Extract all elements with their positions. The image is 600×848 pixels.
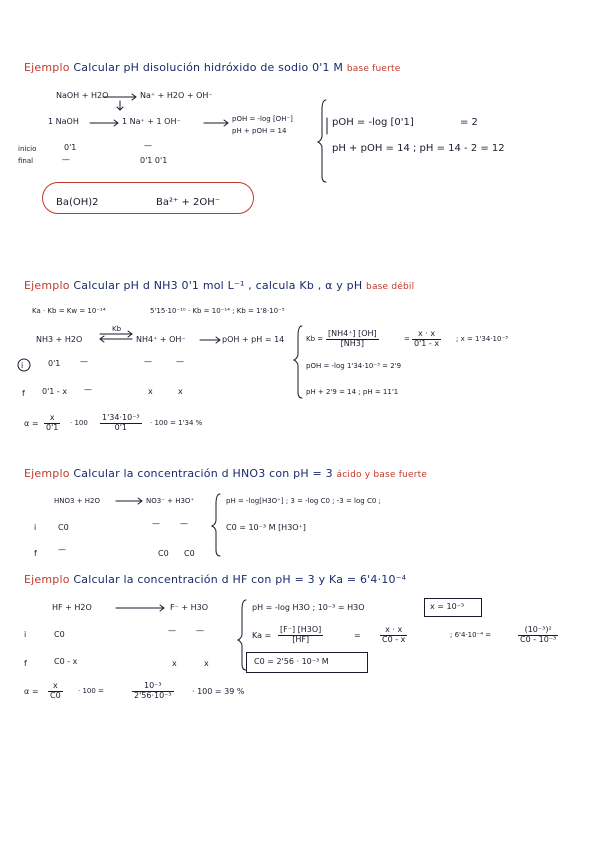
- ex2-row-i-dash-2: —: [144, 357, 152, 366]
- ex4-brace: [238, 600, 246, 670]
- ex3-title-text: Calcular la concentración d HNO3 con pH = 3: [73, 467, 333, 480]
- ex2-row-f-x1: x: [148, 387, 153, 396]
- ex2-alpha-denominator: 0'1: [46, 422, 59, 432]
- ex4-alpha-result: · 100 = 39 %: [192, 687, 245, 696]
- ex2-eq-sum: pOH + pH = 14: [222, 335, 285, 344]
- ex1-ph-sum: pH + pOH = 14: [232, 127, 287, 135]
- ex4-row-f-label: f: [24, 659, 27, 668]
- ex2-arrow-3: [200, 337, 220, 343]
- ex4-arrow: [116, 605, 164, 611]
- ex4-eq-products: F⁻ + H3O: [170, 603, 209, 612]
- ex1-eq1: NaOH + H2O: [56, 91, 109, 100]
- ex2-kb-lhs: Kb =: [306, 335, 324, 343]
- ex4-alpha-times: · 100 =: [78, 687, 104, 695]
- ex2-row-f-value: 0'1 - x: [42, 387, 68, 396]
- ex2-eq-products: NH4⁺ + OH⁻: [136, 335, 186, 344]
- ex1-brace: [318, 100, 326, 182]
- ex2-row-i-dash-3: —: [176, 357, 184, 366]
- ex1-title-note: base fuerte: [346, 64, 401, 74]
- ex1-title-lead: Ejemplo: [24, 61, 70, 74]
- ex1-boxed-products: Ba²⁺ + 2OH⁻: [156, 197, 221, 208]
- ex4-ka-x-numerator: x · x: [380, 626, 407, 636]
- ex2-kb-equals: =: [404, 335, 410, 343]
- ex4-row-i-dash-2: —: [196, 626, 204, 635]
- ex4-ka-substitution: ; 6'4·10⁻⁴ =: [450, 631, 492, 639]
- ex4-alpha-denominator: C0: [50, 690, 61, 700]
- ex3-row-f-dash: —: [58, 545, 66, 554]
- ex4-ka-lhs: Ka =: [252, 631, 272, 640]
- ex1-eq2-products: 1 Na⁺ + 1 OH⁻: [122, 117, 181, 126]
- ex3-row-i-dash-1: —: [152, 519, 160, 528]
- ex2-title-text: Calcular pH d NH3 0'1 mol L⁻¹ , calcula Kb , α y pH: [73, 279, 363, 292]
- ex3-arrow: [116, 498, 142, 504]
- ex2-row-i-circle: [18, 359, 30, 371]
- ex2-x-result: ; x = 1'34·10⁻³: [456, 335, 508, 343]
- ex3-eq-products: NO3⁻ + H3O⁺: [146, 497, 195, 505]
- ex4-alpha-denominator-2: 2'56·10⁻³: [134, 690, 172, 700]
- ex2-eq-arrow-fwd: [100, 331, 132, 337]
- ex3-row-f-c2: C0: [184, 549, 195, 558]
- ex4-row-i-label: i: [24, 630, 27, 639]
- ex1-row-final-dash: —: [62, 155, 70, 164]
- ex2-title-lead: Ejemplo: [24, 279, 70, 292]
- ex2-kb-x-numerator: x · x: [412, 330, 441, 340]
- ex3-eq-reactants: HNO3 + H2O: [54, 497, 101, 505]
- ex2-kb-calc: 5'15·10⁻¹⁰ · Kb = 10⁻¹⁴ ; Kb = 1'8·10⁻⁵: [150, 307, 285, 315]
- ex4-row-f-x1: x: [172, 659, 177, 668]
- ex1-arrow-2: [90, 120, 118, 126]
- ex4-title-lead: Ejemplo: [24, 573, 70, 586]
- ex3-ph: pH = -log[H3O⁺] ; 3 = -log C0 ; -3 = log C0 ;: [226, 497, 381, 505]
- ex1-result-poh: pOH = -log [0'1]: [332, 117, 414, 128]
- ex1-title-text: Calcular pH disolución hidróxido de sodio 0'1 M: [73, 61, 344, 74]
- ex1-arrow-1: [103, 94, 136, 100]
- ex4-ka-denominator: [HF]: [292, 634, 310, 644]
- ex2-row-i-value: 0'1: [48, 359, 61, 368]
- ex2-alpha-lhs: α =: [24, 419, 39, 428]
- ex3-row-i-label: i: [34, 523, 37, 532]
- ex1-result-ph: pH + pOH = 14 ; pH = 14 - 2 = 12: [332, 143, 505, 154]
- ex1-arrow-3: [204, 120, 228, 126]
- ex2-ph: pH + 2'9 = 14 ; pH = 11'1: [306, 388, 399, 396]
- ex2-eq-arrow-back: [100, 336, 132, 342]
- ex1-row-final-values: 0'1 0'1: [140, 156, 168, 165]
- ex2-ka-kb: Ka · Kb = Kw = 10⁻¹⁴: [32, 307, 106, 315]
- ex1-boxed-reactant: Ba(OH)2: [56, 197, 99, 208]
- ex3-row-f-c1: C0: [158, 549, 169, 558]
- ex3-c0: C0 = 10⁻³ M [H3O⁺]: [226, 523, 306, 532]
- ex2-row-f-x2: x: [178, 387, 183, 396]
- ex4-row-f-value: C0 - x: [54, 657, 78, 666]
- ex4-row-i-value: C0: [54, 630, 65, 639]
- ex4-alpha-lhs: α =: [24, 687, 39, 696]
- ex2-row-i-label: i: [21, 361, 24, 370]
- ex2-kb-numerator: [NH4⁺] [OH]: [328, 329, 377, 338]
- ex3-title-lead: Ejemplo: [24, 467, 70, 480]
- ex3-row-i-dash-2: —: [180, 519, 188, 528]
- ex4-ka-equals: =: [354, 631, 361, 640]
- ex1-row-start-value: 0'1: [64, 143, 77, 152]
- ex2-alpha-numerator-2: 1'34·10⁻³: [102, 413, 140, 422]
- ex2-kb-denominator: [NH3]: [340, 338, 364, 348]
- ex2-alpha-denominator-2: 0'1: [114, 422, 127, 432]
- ex1-row-final-label: final: [18, 157, 34, 165]
- ex2-row-f-label: f: [22, 389, 25, 398]
- ex2-alpha-times: · 100: [70, 419, 88, 427]
- ex2-row-i-dash: —: [80, 357, 88, 366]
- ex2-eq-kb-label: Kb: [112, 325, 122, 333]
- ex4-eq-reactants: HF + H2O: [52, 603, 92, 612]
- ex4-title-text: Calcular la concentración d HF con pH = 3 y Ka = 6'4·10⁻⁴: [73, 573, 407, 586]
- ex4-alpha-numerator-2: 10⁻³: [132, 682, 174, 692]
- ex4-ph: pH = -log H3O ; 10⁻³ = H3O: [252, 603, 365, 612]
- ex4-alpha-numerator: x: [48, 682, 63, 692]
- ex3-row-i-value: C0: [58, 523, 69, 532]
- ex1-arrow-down: [117, 101, 123, 110]
- ex4-c0-result: C0 = 2'56 · 10⁻³ M: [254, 657, 329, 666]
- ex2-title-note: base débil: [366, 282, 415, 292]
- ex1-row-start-dash: —: [144, 141, 152, 150]
- ex2-row-f-dash: —: [84, 385, 92, 394]
- ex2-eq-reactants: NH3 + H2O: [36, 335, 83, 344]
- ex2-kb-x-denominator: 0'1 - x: [414, 338, 440, 348]
- ex4-ka-sub-numerator: (10⁻³)²: [518, 626, 558, 636]
- ex2-poh: pOH = -log 1'34·10⁻³ = 2'9: [306, 362, 402, 370]
- ex3-title-note: ácido y base fuerte: [336, 470, 428, 480]
- ex2-alpha-result: · 100 = 1'34 %: [150, 419, 203, 427]
- ex1-result-poh-value: = 2: [460, 117, 478, 128]
- ex4-ka-numerator: [F⁻] [H3O]: [280, 625, 322, 634]
- ex4-x-value: x = 10⁻³: [430, 602, 465, 611]
- ex1-eq1-products: Na⁺ + H2O + OH⁻: [140, 91, 213, 100]
- ex4-row-i-dash-1: —: [168, 626, 176, 635]
- ex1-row-start-label: inicio: [18, 145, 37, 153]
- ex2-brace: [294, 326, 302, 398]
- ex1-eq2-reactant: 1 NaOH: [48, 117, 79, 126]
- ex1-poh-def: pOH = -log [OH⁻]: [232, 115, 293, 123]
- ex4-ka-x-denominator: C0 - x: [382, 634, 406, 644]
- ex2-alpha-numerator: x: [44, 414, 60, 424]
- ex3-row-f-label: f: [34, 549, 37, 558]
- ex4-row-f-x2: x: [204, 659, 209, 668]
- ex3-brace: [212, 494, 220, 556]
- ex4-ka-sub-denominator: C0 - 10⁻³: [520, 634, 557, 644]
